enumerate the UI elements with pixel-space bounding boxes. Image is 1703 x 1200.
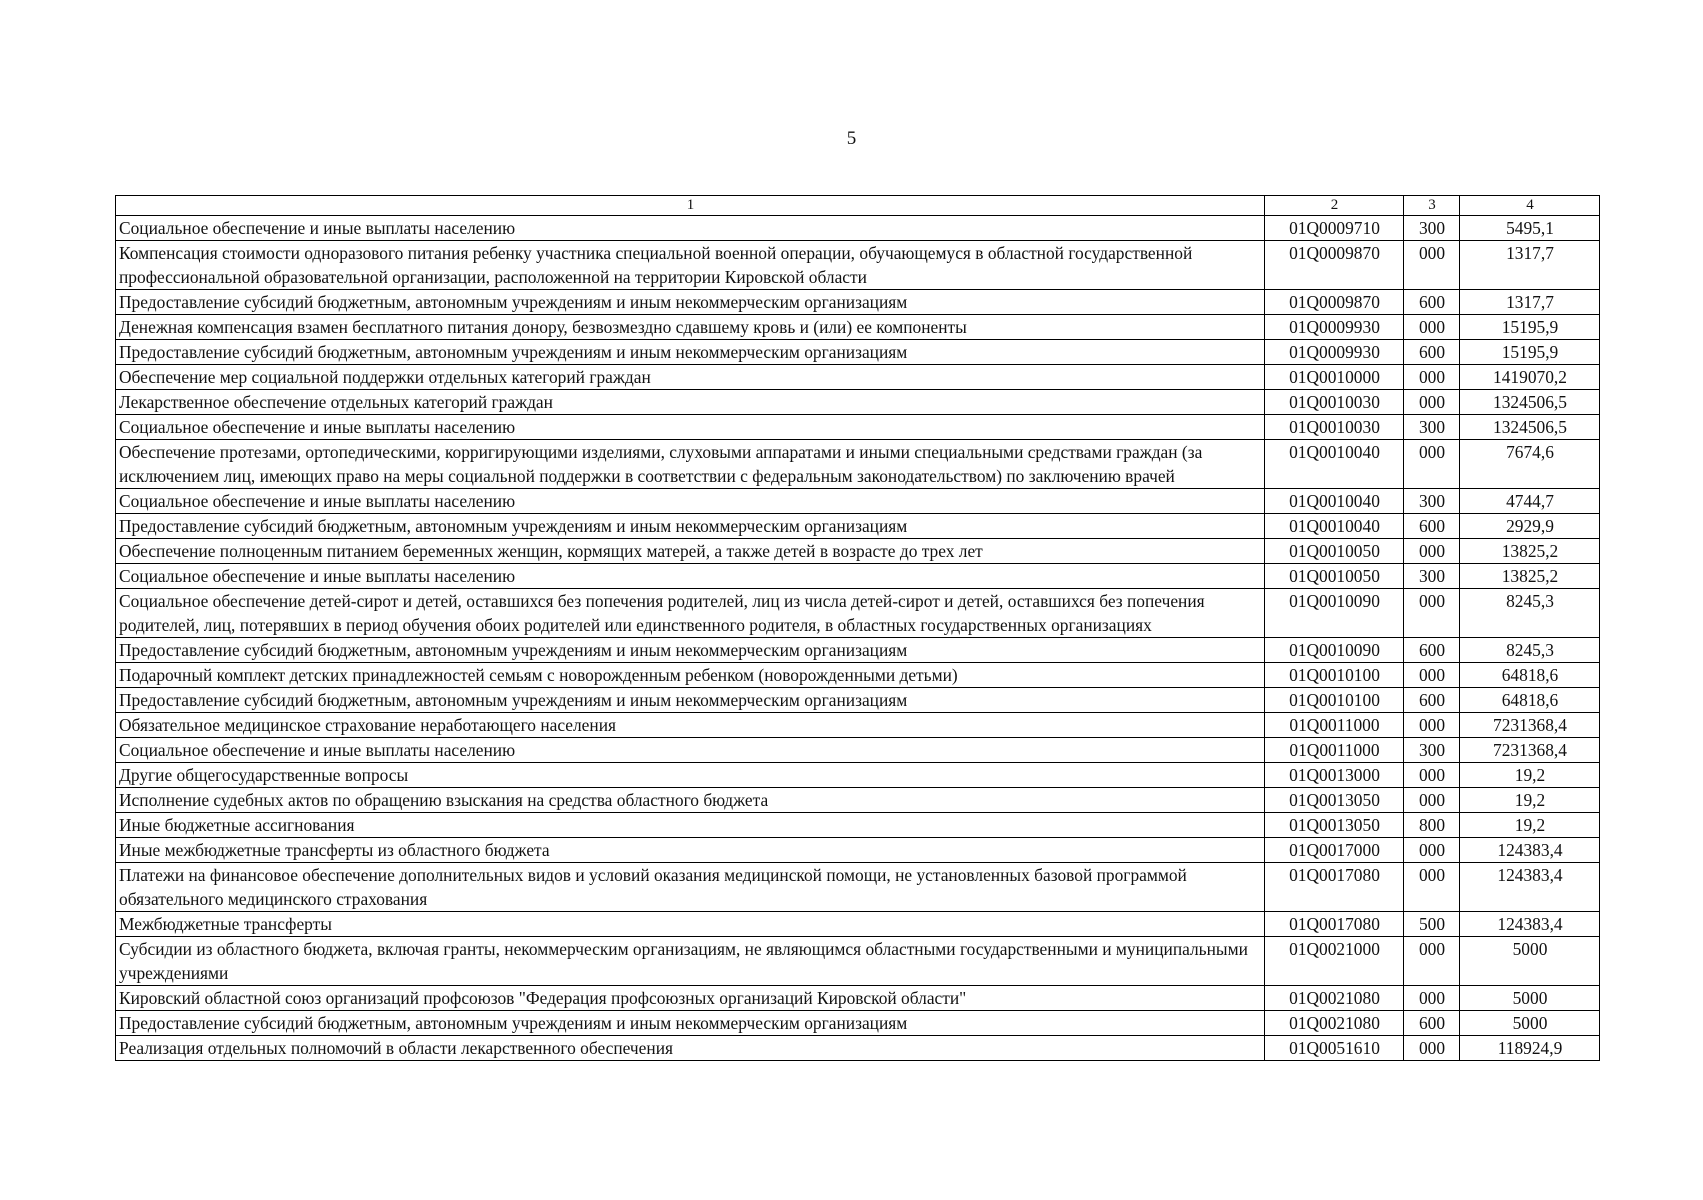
row-amount-cell: 118924,9: [1460, 1036, 1600, 1061]
table-row: [116, 813, 1600, 838]
row-name-cell: Предоставление субсидий бюджетным, автономным учреждениям и иным некоммерческим организациям: [116, 688, 1265, 713]
row-code-cell: 01Q0017080: [1265, 863, 1404, 912]
row-name-cell: Социальное обеспечение и иные выплаты населению: [116, 489, 1265, 514]
row-vr-cell: 300: [1404, 564, 1460, 589]
row-code-cell: 01Q0010030: [1265, 390, 1404, 415]
row-name-cell: Обеспечение мер социальной поддержки отдельных категорий граждан: [116, 365, 1265, 390]
row-amount-cell: 5000: [1460, 1011, 1600, 1036]
row-code-cell: 01Q0010100: [1265, 663, 1404, 688]
row-code-cell: 01Q0011000: [1265, 738, 1404, 763]
table-row: [116, 514, 1600, 539]
table-row: [116, 290, 1600, 315]
row-name-cell: Иные бюджетные ассигнования: [116, 813, 1265, 838]
table-row: [116, 340, 1600, 365]
row-vr-cell: 600: [1404, 514, 1460, 539]
table-row: [116, 589, 1600, 638]
table-row: [116, 838, 1600, 863]
table-row: [116, 638, 1600, 663]
row-code-cell: 01Q0013050: [1265, 788, 1404, 813]
row-code-cell: 01Q0009930: [1265, 340, 1404, 365]
row-name-cell: Социальное обеспечение и иные выплаты населению: [116, 738, 1265, 763]
row-amount-cell: 64818,6: [1460, 688, 1600, 713]
table-row: [116, 415, 1600, 440]
row-name-cell: Реализация отдельных полномочий в области лекарственного обеспечения: [116, 1036, 1265, 1061]
row-amount-cell: 1324506,5: [1460, 390, 1600, 415]
row-vr-cell: 600: [1404, 688, 1460, 713]
row-amount-cell: 1419070,2: [1460, 365, 1600, 390]
row-amount-cell: 19,2: [1460, 763, 1600, 788]
row-amount-cell: 8245,3: [1460, 638, 1600, 663]
row-name-cell: Социальное обеспечение и иные выплаты населению: [116, 415, 1265, 440]
row-name-cell: Иные межбюджетные трансферты из областного бюджета: [116, 838, 1265, 863]
header-cell-name: 1: [116, 196, 1265, 216]
row-name-cell: Лекарственное обеспечение отдельных категорий граждан: [116, 390, 1265, 415]
table-row: [116, 241, 1600, 290]
row-vr-cell: 000: [1404, 763, 1460, 788]
row-name-cell: Межбюджетные трансферты: [116, 912, 1265, 937]
header-cell-amount: 4: [1460, 196, 1600, 216]
row-name-cell: Исполнение судебных актов по обращению взыскания на средства областного бюджета: [116, 788, 1265, 813]
row-name-cell: Субсидии из областного бюджета, включая гранты, некоммерческим организациям, не являющимся областными государственными и муниципальными учреждениями: [116, 937, 1265, 986]
row-code-cell: 01Q0010040: [1265, 514, 1404, 539]
table-row: [116, 489, 1600, 514]
table-row: [116, 912, 1600, 937]
row-name-cell: Обеспечение протезами, ортопедическими, корригирующими изделиями, слуховыми аппаратами и иными специальными средствами граждан (за исключением лиц, имеющих право на меры социальной поддержки в соответствии с федеральным законодательством) по заключению врачей: [116, 440, 1265, 489]
row-code-cell: 01Q0021080: [1265, 1011, 1404, 1036]
row-amount-cell: 4744,7: [1460, 489, 1600, 514]
row-amount-cell: 7674,6: [1460, 440, 1600, 489]
row-code-cell: 01Q0010100: [1265, 688, 1404, 713]
row-name-cell: Предоставление субсидий бюджетным, автономным учреждениям и иным некоммерческим организациям: [116, 1011, 1265, 1036]
row-code-cell: 01Q0051610: [1265, 1036, 1404, 1061]
budget-table: [115, 195, 1600, 1061]
row-vr-cell: 000: [1404, 838, 1460, 863]
row-vr-cell: 000: [1404, 539, 1460, 564]
row-vr-cell: 000: [1404, 241, 1460, 290]
row-name-cell: Подарочный комплект детских принадлежностей семьям с новорожденным ребенком (новорожденными детьми): [116, 663, 1265, 688]
row-vr-cell: 300: [1404, 415, 1460, 440]
row-vr-cell: 000: [1404, 589, 1460, 638]
header-row: [116, 196, 1600, 216]
row-amount-cell: 64818,6: [1460, 663, 1600, 688]
row-name-cell: Платежи на финансовое обеспечение дополнительных видов и условий оказания медицинской помощи, не установленных базовой программой обязательного медицинского страхования: [116, 863, 1265, 912]
row-vr-cell: 000: [1404, 986, 1460, 1011]
row-code-cell: 01Q0009930: [1265, 315, 1404, 340]
table-row: [116, 863, 1600, 912]
row-amount-cell: 5000: [1460, 986, 1600, 1011]
row-vr-cell: 600: [1404, 1011, 1460, 1036]
table-row: [116, 713, 1600, 738]
row-code-cell: 01Q0009870: [1265, 290, 1404, 315]
row-name-cell: Компенсация стоимости одноразового питания ребенку участника специальной военной операции, обучающемуся в областной государственной профессиональной образовательной организации, расположенной на территории Кировской области: [116, 241, 1265, 290]
row-amount-cell: 8245,3: [1460, 589, 1600, 638]
row-name-cell: Предоставление субсидий бюджетным, автономным учреждениям и иным некоммерческим организациям: [116, 290, 1265, 315]
table-row: [116, 564, 1600, 589]
row-code-cell: 01Q0009870: [1265, 241, 1404, 290]
table-body: [116, 216, 1600, 1061]
row-vr-cell: 000: [1404, 315, 1460, 340]
row-vr-cell: 000: [1404, 663, 1460, 688]
row-vr-cell: 300: [1404, 216, 1460, 241]
header-cell-vr: 3: [1404, 196, 1460, 216]
row-vr-cell: 000: [1404, 1036, 1460, 1061]
table-row: [116, 315, 1600, 340]
row-vr-cell: 600: [1404, 340, 1460, 365]
row-code-cell: 01Q0017080: [1265, 912, 1404, 937]
table-row: [116, 1011, 1600, 1036]
table-row: [116, 688, 1600, 713]
row-amount-cell: 2929,9: [1460, 514, 1600, 539]
row-amount-cell: 13825,2: [1460, 539, 1600, 564]
table-row: [116, 440, 1600, 489]
table-row: [116, 763, 1600, 788]
table-row: [116, 738, 1600, 763]
row-code-cell: 01Q0010090: [1265, 638, 1404, 663]
row-amount-cell: 19,2: [1460, 788, 1600, 813]
row-code-cell: 01Q0021080: [1265, 986, 1404, 1011]
row-amount-cell: 19,2: [1460, 813, 1600, 838]
row-amount-cell: 7231368,4: [1460, 738, 1600, 763]
row-amount-cell: 124383,4: [1460, 863, 1600, 912]
row-code-cell: 01Q0009710: [1265, 216, 1404, 241]
row-name-cell: Предоставление субсидий бюджетным, автономным учреждениям и иным некоммерческим организациям: [116, 638, 1265, 663]
table-row: [116, 1036, 1600, 1061]
row-name-cell: Денежная компенсация взамен бесплатного питания донору, безвозмездно сдавшему кровь и (или) ее компоненты: [116, 315, 1265, 340]
table-row: [116, 365, 1600, 390]
row-name-cell: Предоставление субсидий бюджетным, автономным учреждениям и иным некоммерческим организациям: [116, 340, 1265, 365]
row-code-cell: 01Q0013050: [1265, 813, 1404, 838]
row-vr-cell: 000: [1404, 440, 1460, 489]
table-row: [116, 539, 1600, 564]
row-name-cell: Кировский областной союз организаций профсоюзов "Федерация профсоюзных организаций Кировской области": [116, 986, 1265, 1011]
row-amount-cell: 124383,4: [1460, 912, 1600, 937]
row-code-cell: 01Q0011000: [1265, 713, 1404, 738]
row-name-cell: Обеспечение полноценным питанием беременных женщин, кормящих матерей, а также детей в возрасте до трех лет: [116, 539, 1265, 564]
row-vr-cell: 800: [1404, 813, 1460, 838]
row-code-cell: 01Q0010050: [1265, 564, 1404, 589]
row-vr-cell: 000: [1404, 788, 1460, 813]
row-vr-cell: 000: [1404, 863, 1460, 912]
row-name-cell: Социальное обеспечение и иные выплаты населению: [116, 564, 1265, 589]
row-amount-cell: 5495,1: [1460, 216, 1600, 241]
row-code-cell: 01Q0010030: [1265, 415, 1404, 440]
row-code-cell: 01Q0010050: [1265, 539, 1404, 564]
row-name-cell: Социальное обеспечение и иные выплаты населению: [116, 216, 1265, 241]
table-row: [116, 937, 1600, 986]
row-name-cell: Другие общегосударственные вопросы: [116, 763, 1265, 788]
row-code-cell: 01Q0010090: [1265, 589, 1404, 638]
row-vr-cell: 000: [1404, 390, 1460, 415]
row-vr-cell: 000: [1404, 937, 1460, 986]
row-vr-cell: 300: [1404, 489, 1460, 514]
row-vr-cell: 000: [1404, 713, 1460, 738]
row-code-cell: 01Q0010040: [1265, 489, 1404, 514]
row-name-cell: Социальное обеспечение детей-сирот и детей, оставшихся без попечения родителей, лиц из числа детей-сирот и детей, оставшихся без попечения родителей, лиц, потерявших в период обучения обоих родителей или единственного родителя, в областных государственных организациях: [116, 589, 1265, 638]
table-row: [116, 663, 1600, 688]
row-code-cell: 01Q0010000: [1265, 365, 1404, 390]
row-amount-cell: 7231368,4: [1460, 713, 1600, 738]
table-row: [116, 390, 1600, 415]
row-amount-cell: 1317,7: [1460, 290, 1600, 315]
row-vr-cell: 600: [1404, 638, 1460, 663]
page-number: 5: [846, 128, 857, 149]
table-row: [116, 986, 1600, 1011]
row-code-cell: 01Q0010040: [1265, 440, 1404, 489]
row-vr-cell: 000: [1404, 365, 1460, 390]
row-amount-cell: 13825,2: [1460, 564, 1600, 589]
table-row: [116, 788, 1600, 813]
row-code-cell: 01Q0017000: [1265, 838, 1404, 863]
row-code-cell: 01Q0013000: [1265, 763, 1404, 788]
row-amount-cell: 1324506,5: [1460, 415, 1600, 440]
table-row: [116, 216, 1600, 241]
row-vr-cell: 500: [1404, 912, 1460, 937]
row-name-cell: Обязательное медицинское страхование неработающего населения: [116, 713, 1265, 738]
row-name-cell: Предоставление субсидий бюджетным, автономным учреждениям и иным некоммерческим организациям: [116, 514, 1265, 539]
row-amount-cell: 1317,7: [1460, 241, 1600, 290]
row-amount-cell: 124383,4: [1460, 838, 1600, 863]
row-amount-cell: 15195,9: [1460, 315, 1600, 340]
header-cell-code: 2: [1265, 196, 1404, 216]
row-amount-cell: 5000: [1460, 937, 1600, 986]
row-code-cell: 01Q0021000: [1265, 937, 1404, 986]
row-amount-cell: 15195,9: [1460, 340, 1600, 365]
row-vr-cell: 600: [1404, 290, 1460, 315]
row-vr-cell: 300: [1404, 738, 1460, 763]
